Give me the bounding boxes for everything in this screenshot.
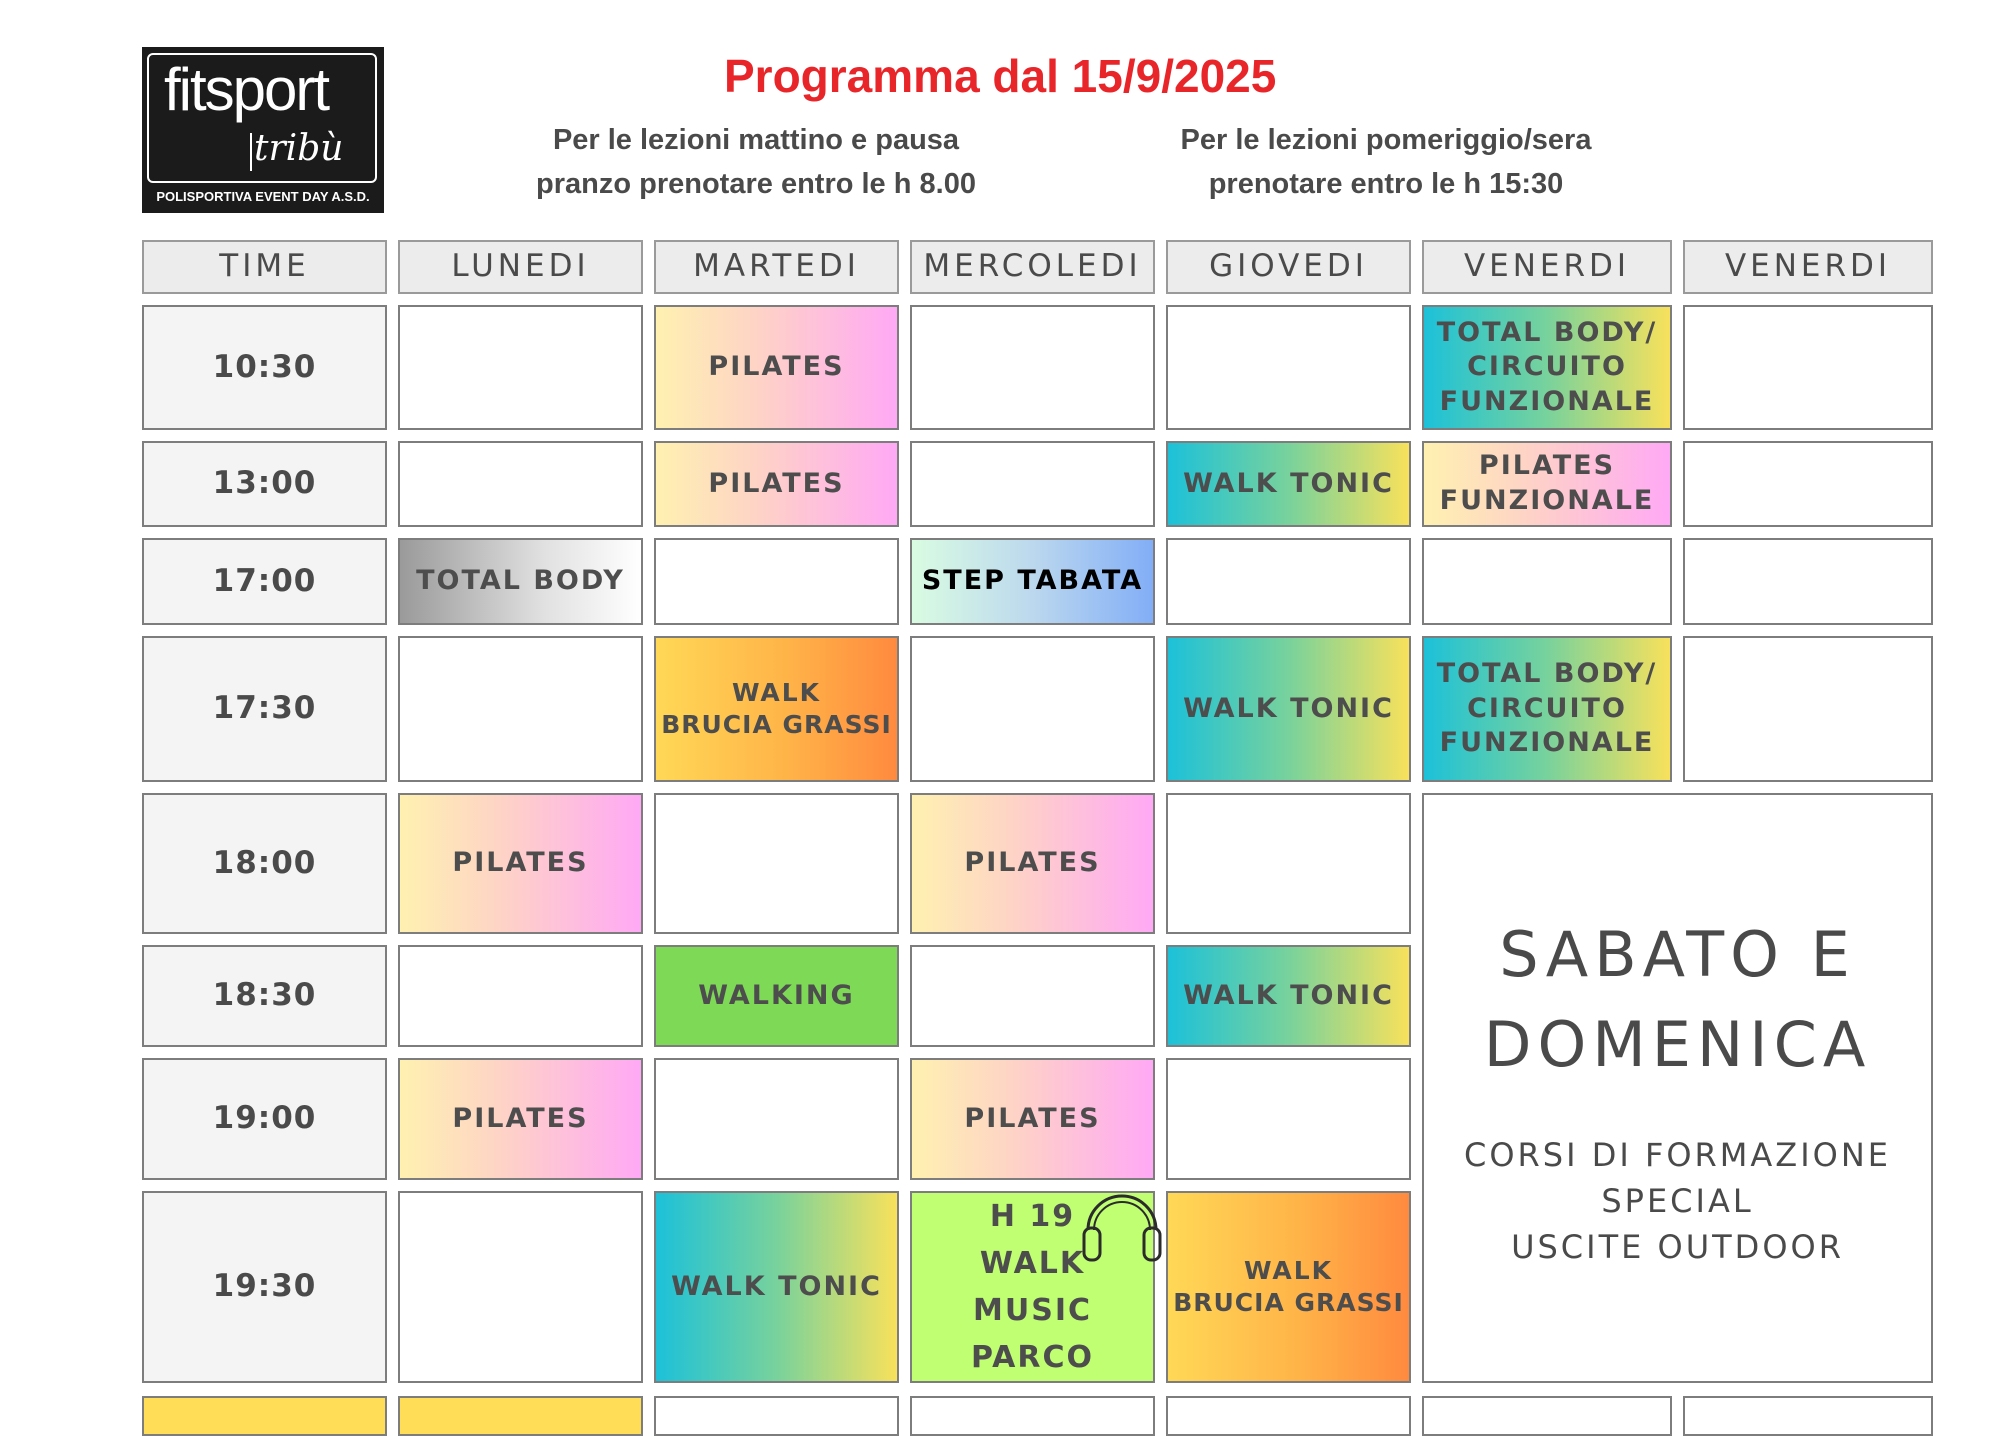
class-tue-1930: WALK TONIC xyxy=(654,1191,899,1383)
empty-cell xyxy=(1422,538,1672,625)
logo-word: fitsport xyxy=(164,56,329,123)
empty-cell xyxy=(1166,538,1411,625)
class-tue-1830: WALKING xyxy=(654,945,899,1047)
header-martedi: MARTEDI xyxy=(654,240,899,294)
class-line: FUNZIONALE xyxy=(1439,727,1655,759)
time-1300: 13:00 xyxy=(142,441,387,527)
class-wed-1700: STEP TABATA xyxy=(910,538,1155,625)
class-thu-1730: WALK TONIC xyxy=(1166,636,1411,782)
empty-cell xyxy=(398,305,643,430)
header-venerdi: VENERDI xyxy=(1422,240,1672,294)
empty-cell xyxy=(910,945,1155,1047)
class-wed-1900: PILATES xyxy=(910,1058,1155,1180)
weekend-details xyxy=(1464,1132,1891,1270)
empty-cell xyxy=(654,1058,899,1180)
class-line: CIRCUITO xyxy=(1467,692,1627,724)
class-line: FUNZIONALE xyxy=(1439,485,1655,516)
next-row-cell xyxy=(1166,1396,1411,1436)
headphones-icon xyxy=(1078,1178,1166,1266)
header-venerdi-2: VENERDI xyxy=(1683,240,1933,294)
time-1830: 18:30 xyxy=(142,945,387,1047)
time-1930: 19:30 xyxy=(142,1191,387,1383)
class-line: WALK xyxy=(731,678,822,707)
class-fri-1030 xyxy=(1422,305,1672,430)
weekend-panel xyxy=(1422,793,1933,1383)
class-line: WALK xyxy=(979,1246,1086,1281)
weekend-detail-line: USCITE OUTDOOR xyxy=(1511,1228,1844,1266)
class-mon-1700: TOTAL BODY xyxy=(398,538,643,625)
time-1030: 10:30 xyxy=(142,305,387,430)
class-line: PARCO xyxy=(970,1340,1095,1375)
empty-cell xyxy=(654,793,899,934)
weekend-title xyxy=(1484,910,1872,1090)
class-thu-1830: WALK TONIC xyxy=(1166,945,1411,1047)
next-row-cell xyxy=(398,1396,643,1436)
next-row-cell xyxy=(142,1396,387,1436)
empty-cell xyxy=(1683,305,1933,430)
empty-cell xyxy=(1166,1058,1411,1180)
note-line: pranzo prenotare entro le h 8.00 xyxy=(536,168,976,200)
class-fri-1300 xyxy=(1422,441,1672,527)
time-1900: 19:00 xyxy=(142,1058,387,1180)
logo-sub: tribù xyxy=(254,128,344,169)
empty-cell xyxy=(1683,441,1933,527)
logo-tagline: POLISPORTIVA EVENT DAY A.S.D. xyxy=(156,189,370,204)
empty-cell xyxy=(398,636,643,782)
class-mon-1900: PILATES xyxy=(398,1058,643,1180)
note-line: Per le lezioni pomeriggio/sera xyxy=(1180,124,1592,156)
header-time: TIME xyxy=(142,240,387,294)
weekend-detail-line: SPECIAL xyxy=(1601,1182,1754,1220)
class-line: BRUCIA GRASSI xyxy=(661,710,892,739)
class-line: WALK xyxy=(1243,1256,1334,1285)
empty-cell xyxy=(398,1191,643,1383)
time-1730: 17:30 xyxy=(142,636,387,782)
class-thu-1930 xyxy=(1166,1191,1411,1383)
class-line: H 19 xyxy=(989,1199,1076,1234)
next-row-cell xyxy=(1683,1396,1933,1436)
header-lunedi: LUNEDI xyxy=(398,240,643,294)
class-fri-1730 xyxy=(1422,636,1672,782)
class-wed-1800: PILATES xyxy=(910,793,1155,934)
empty-cell xyxy=(910,305,1155,430)
header-giovedi: GIOVEDI xyxy=(1166,240,1411,294)
next-row-cell xyxy=(910,1396,1155,1436)
booking-note-morning xyxy=(476,118,1036,206)
note-line: Per le lezioni mattino e pausa xyxy=(552,124,960,156)
empty-cell xyxy=(1166,305,1411,430)
note-line: prenotare entro le h 15:30 xyxy=(1208,168,1564,200)
header-mercoledi: MERCOLEDI xyxy=(910,240,1155,294)
empty-cell xyxy=(654,538,899,625)
next-row-cell xyxy=(654,1396,899,1436)
class-line: TOTAL BODY/ xyxy=(1436,316,1658,348)
weekend-title-line: SABATO E xyxy=(1499,918,1856,991)
class-line: CIRCUITO xyxy=(1467,351,1627,383)
next-row-cell xyxy=(1422,1396,1672,1436)
class-tue-1730 xyxy=(654,636,899,782)
class-mon-1800: PILATES xyxy=(398,793,643,934)
booking-note-afternoon xyxy=(1106,118,1666,206)
page-title: Programma dal 15/9/2025 xyxy=(724,50,1277,102)
time-1800: 18:00 xyxy=(142,793,387,934)
empty-cell xyxy=(910,441,1155,527)
weekend-title-line: DOMENICA xyxy=(1483,1008,1872,1081)
empty-cell xyxy=(398,945,643,1047)
fitsport-logo xyxy=(142,47,384,213)
empty-cell xyxy=(1683,636,1933,782)
class-tue-1300: PILATES xyxy=(654,441,899,527)
empty-cell xyxy=(1166,793,1411,934)
class-thu-1300: WALK TONIC xyxy=(1166,441,1411,527)
class-line: BRUCIA GRASSI xyxy=(1173,1288,1404,1317)
time-1700: 17:00 xyxy=(142,538,387,625)
empty-cell xyxy=(910,636,1155,782)
class-line: MUSIC xyxy=(973,1293,1092,1328)
weekend-detail-line: CORSI DI FORMAZIONE xyxy=(1464,1136,1891,1174)
class-line: TOTAL BODY/ xyxy=(1436,658,1658,690)
class-line: FUNZIONALE xyxy=(1439,385,1655,417)
empty-cell xyxy=(1683,538,1933,625)
logo-divider xyxy=(250,133,252,171)
class-line: PILATES xyxy=(1478,450,1616,482)
class-tue-1030: PILATES xyxy=(654,305,899,430)
empty-cell xyxy=(398,441,643,527)
